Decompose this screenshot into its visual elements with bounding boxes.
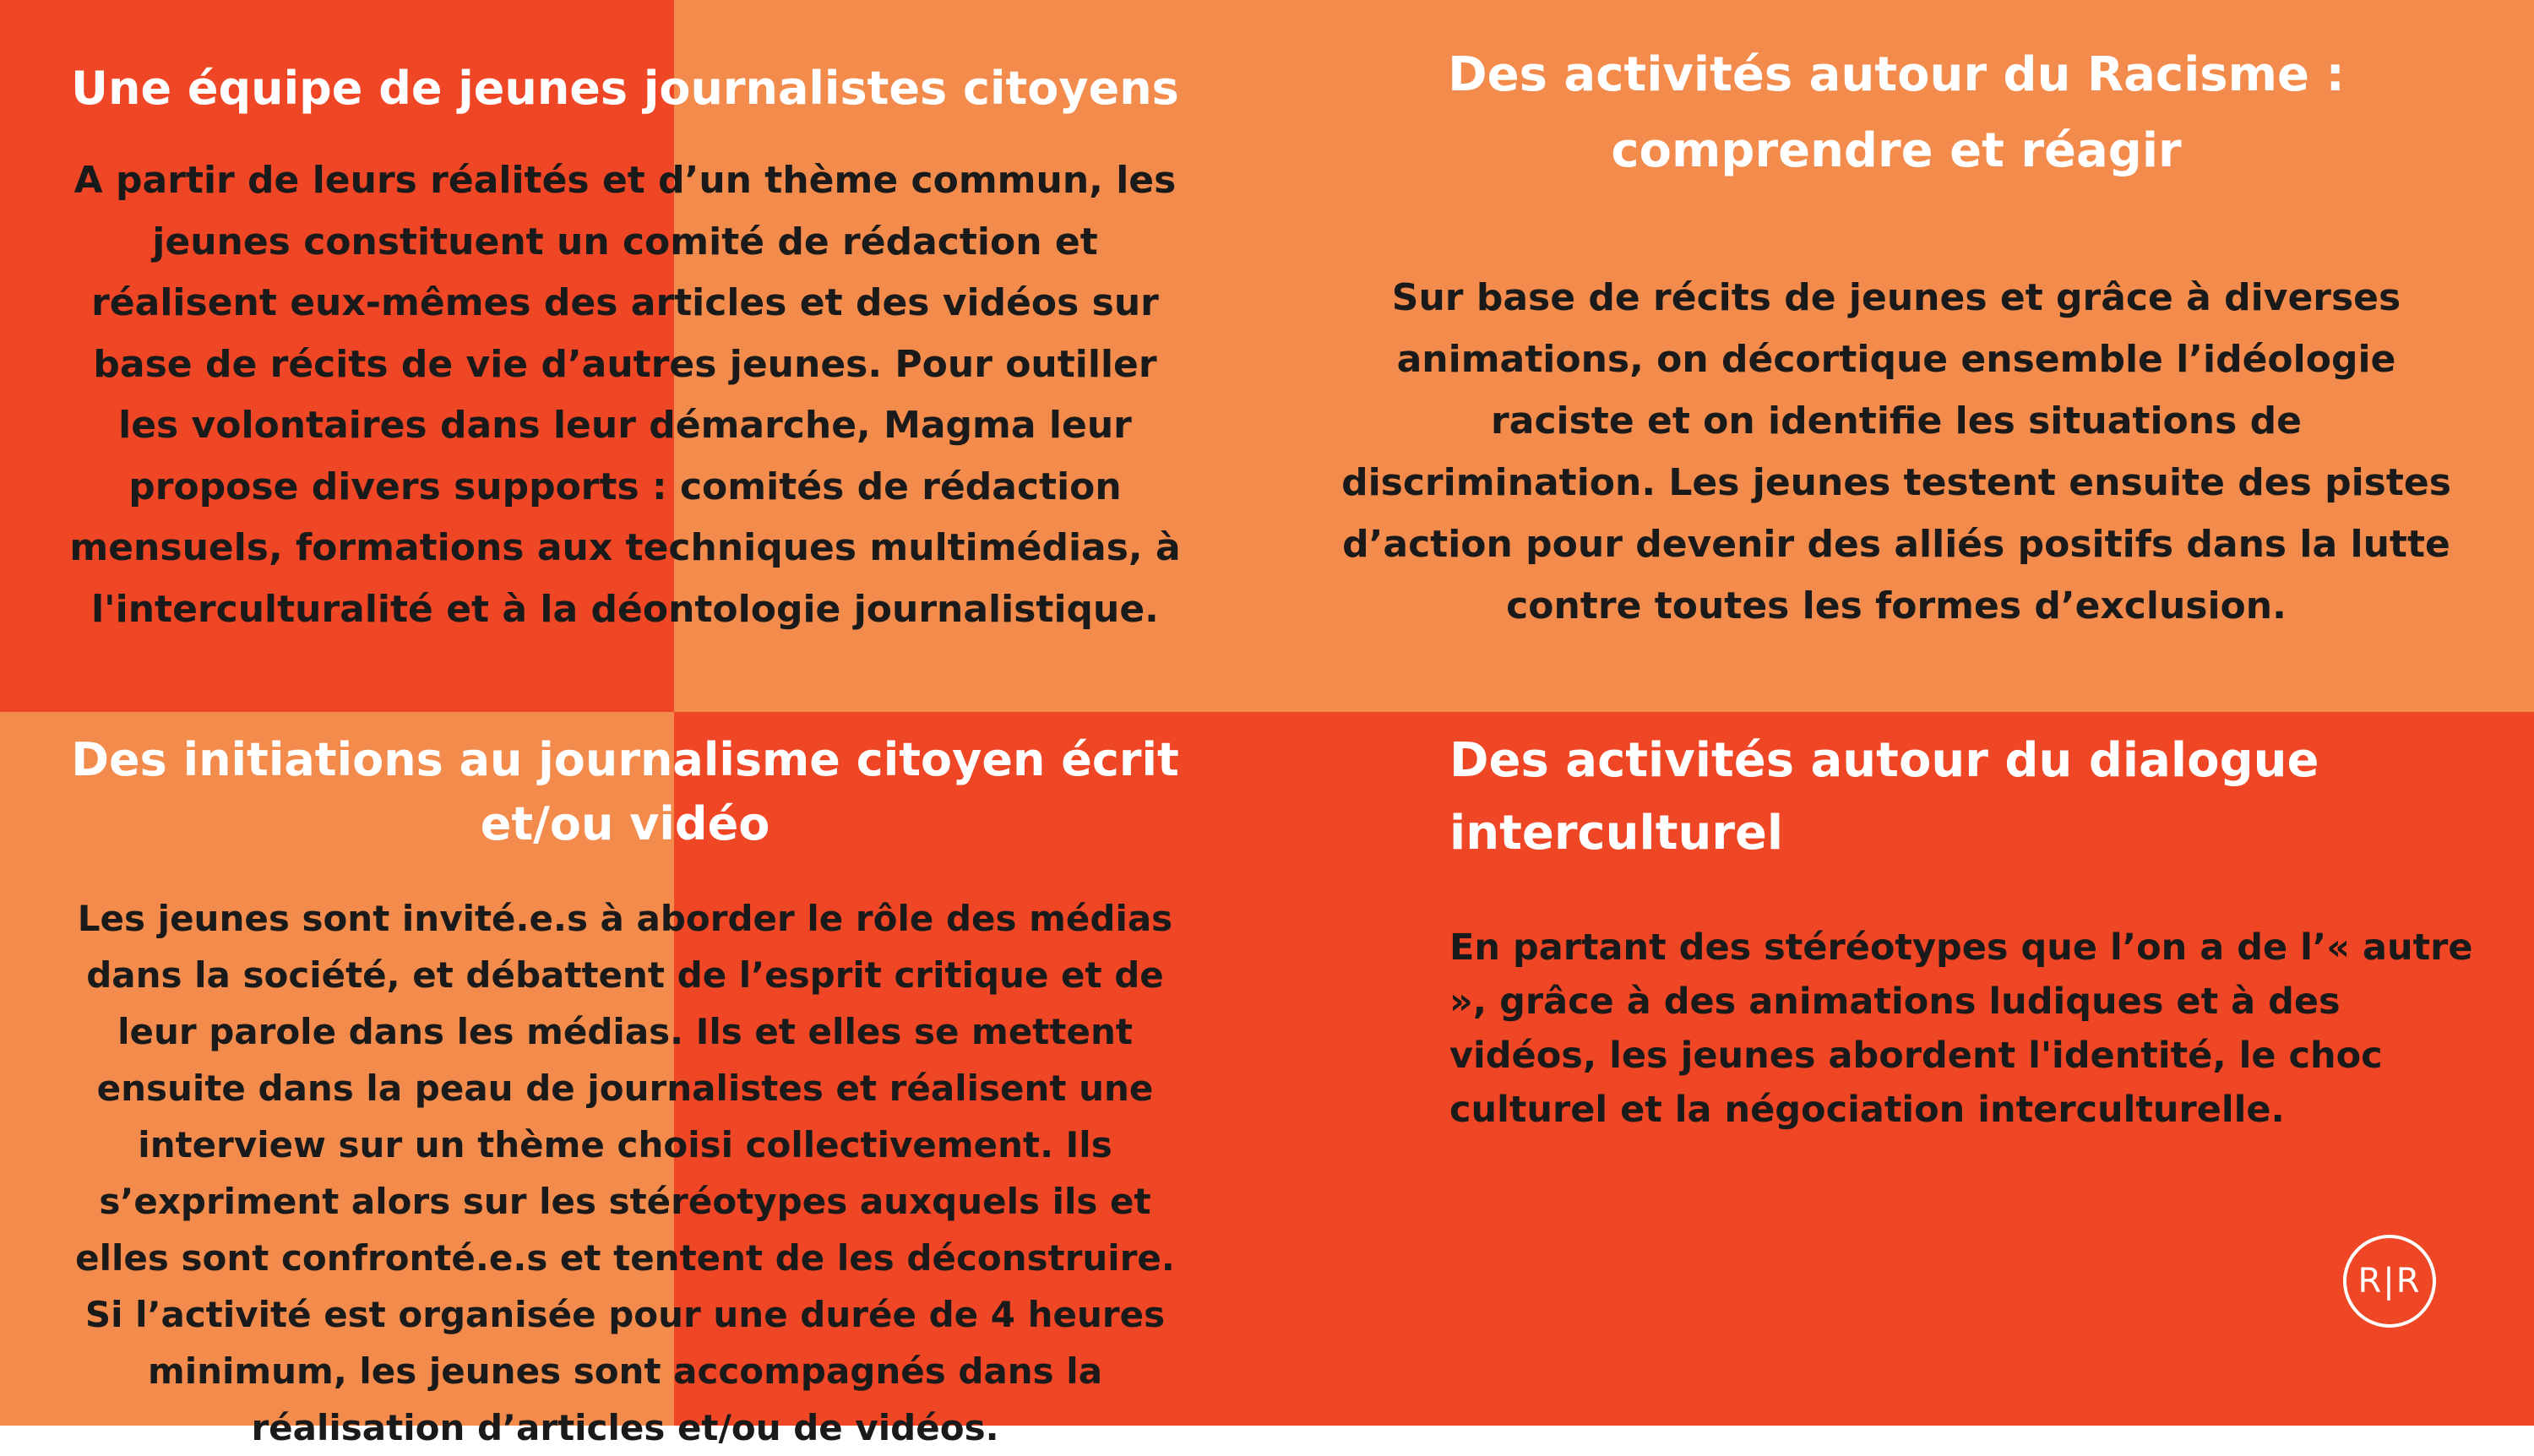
logo-text: R|R: [2357, 1262, 2422, 1301]
section-body: Les jeunes sont invité.e.s à aborder le rôle des médias dans la société, et débattent de l’esprit critique et de leur parole dans les médias. Ils et elles se mettent ensuite dans la peau de journalistes et réalisent une interview sur un thème choisi collectivement. Ils s’expriment alors sur les stéréotypes auxquels ils et elles sont confronté.e.s et tentent de les déconstruire. Si l’activité est organisée pour une durée de 4 heures minimum, les jeunes sont accompagnés dans la réalisation d’articles et/ou de vidéos.: [75, 898, 1175, 1448]
section-body: A partir de leurs réalités et d’un thème commun, les jeunes constituent un comité de rédaction et réalisent eux-mêmes des articles et des vidéos sur base de récits de vie d’autres jeunes. Pour outiller les volontaires dans leur démarche, Magma leur propose divers supports : comités de rédaction mensuels, formations aux techniques multimédias, à l'interculturalité et à la déontologie journalistique.: [69, 159, 1181, 631]
brand-logo: [2343, 1235, 2436, 1328]
section-title: Des activités autour du Racisme : comprendre et réagir: [1448, 47, 2345, 178]
section-journalist-team: [68, 51, 1183, 640]
section-intercultural-dialogue: [1449, 725, 2480, 1137]
section-body: En partant des stéréotypes que l’on a de l’« autre », grâce à des animations ludiques et à des vidéos, les jeunes abordent l'identité, le choc culturel et la négociation interculturelle.: [1449, 926, 2473, 1131]
section-body: Sur base de récits de jeunes et grâce à diverses animations, on décortique ensemble l’idéologie raciste et on identifie les situations de discrimination. Les jeunes testent ensuite des pistes d’action pour devenir des alliés positifs dans la lutte contre toutes les formes d’exclusion.: [1341, 276, 2451, 627]
section-title: Des initiations au journalisme citoyen écrit et/ou vidéo: [71, 733, 1179, 850]
section-racism-activities: [1335, 37, 2458, 637]
section-title: Des activités autour du dialogue interculturel: [1449, 733, 2319, 861]
section-journalism-initiation: [51, 728, 1199, 1456]
section-title: Une équipe de jeunes journalistes citoyens: [71, 62, 1179, 115]
